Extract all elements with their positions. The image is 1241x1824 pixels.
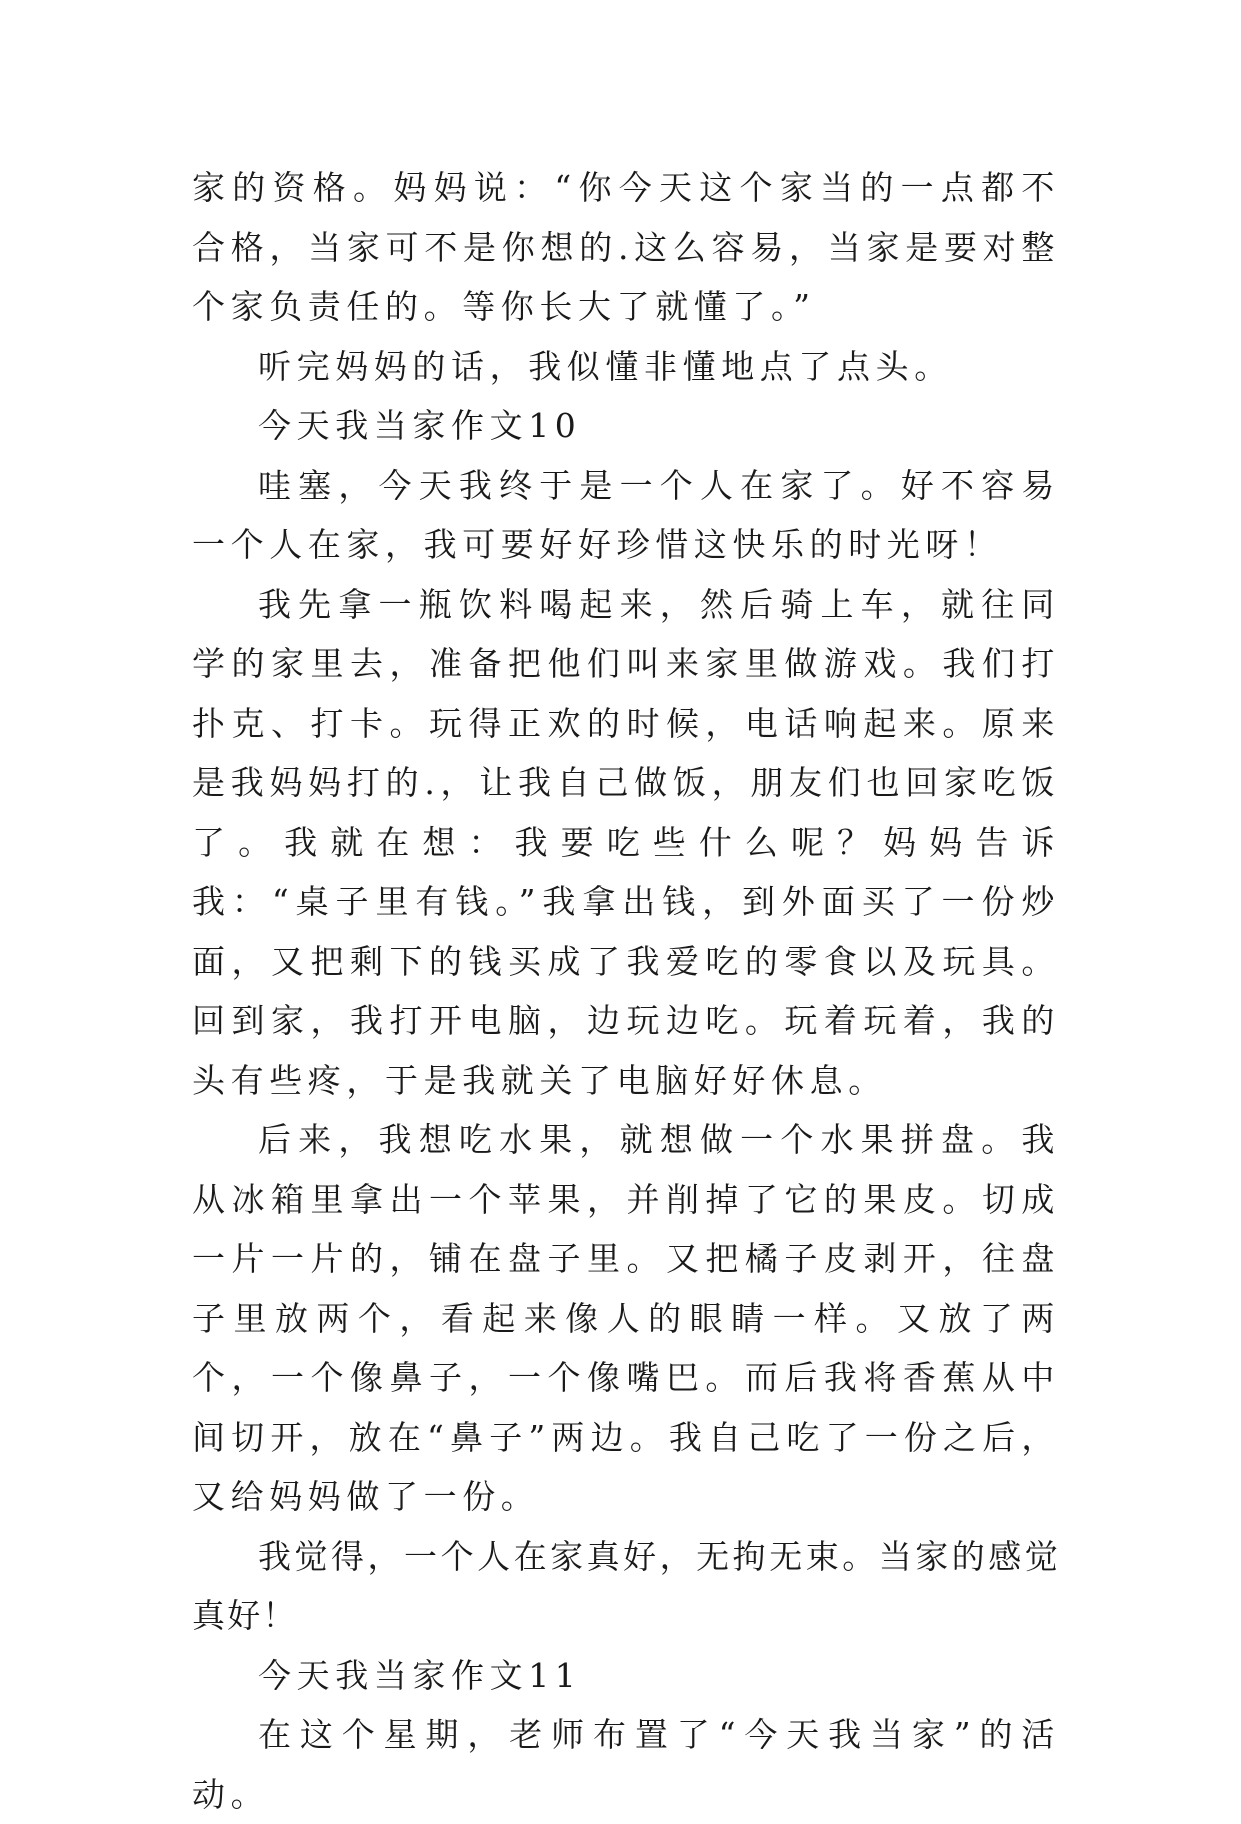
section-heading-11: 今天我当家作文11 (258, 1655, 582, 1695)
document-body (192, 158, 1060, 1824)
paragraph-2: 听完妈妈的话，我似懂非懂地点了点头。 (258, 346, 953, 386)
paragraph-1: 家的资格。妈妈说：“你今天这个家当的一点都不合格，当家可不是你想的.这么容易，当家是要对整个家负责任的。等你长大了就懂了。” (192, 168, 1060, 326)
paragraph-4: 我先拿一瓶饮料喝起来，然后骑上车，就往同学的家里去，准备把他们叫来家里做游戏。我们打扑克、打卡。玩得正欢的时候，电话响起来。原来是我妈妈打的.，让我自己做饭，朋友们也回家吃饭了。我就在想：我要吃些什么呢？妈妈告诉我：“桌子里有钱。”我拿出钱，到外面买了一份炒面，又把剩下的钱买成了我爱吃的零食以及玩具。回到家，我打开电脑，边玩边吃。玩着玩着，我的头有些疼，于是我就关了电脑好好休息。 (192, 584, 1060, 1100)
section-heading-10: 今天我当家作文10 (258, 406, 582, 445)
paragraph-7: 在这个星期，老师布置了“今天我当家”的活动。 (192, 1715, 1060, 1814)
paragraph-5: 后来，我想吃水果，就想做一个水果拼盘。我从冰箱里拿出一个苹果，并削掉了它的果皮。切成一片一片的，铺在盘子里。又把橘子皮剥开，往盘子里放两个，看起来像人的眼睛一样。又放了两个，一个像鼻子，一个像嘴巴。而后我将香蕉从中间切开，放在“鼻子”两边。我自己吃了一份之后，又给妈妈做了一份。 (192, 1120, 1060, 1516)
paragraph-3: 哇塞，今天我终于是一个人在家了。好不容易一个人在家，我可要好好珍惜这快乐的时光呀！ (192, 465, 1060, 564)
paragraph-6: 我觉得，一个人在家真好，无拘无束。当家的感觉真好！ (192, 1536, 1060, 1635)
